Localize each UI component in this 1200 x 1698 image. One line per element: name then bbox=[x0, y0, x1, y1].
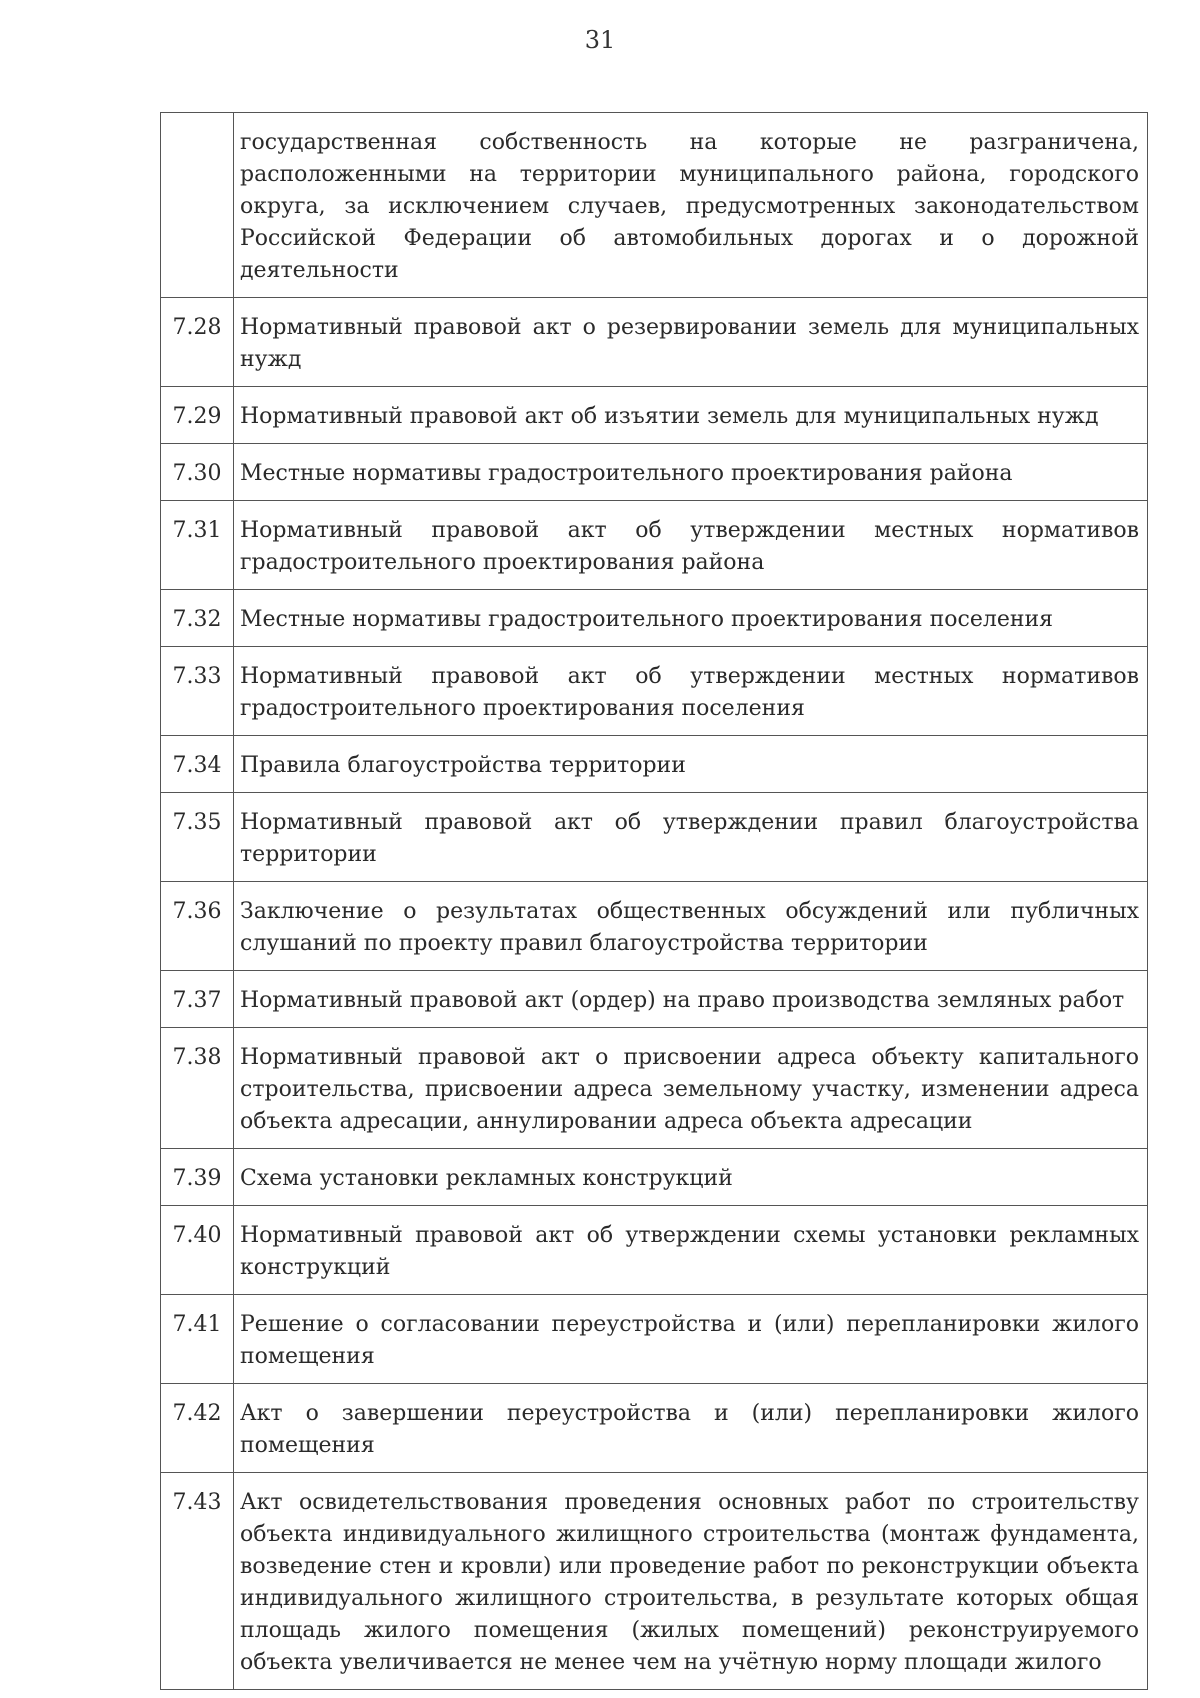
row-text: Нормативный правовой акт об утверждении местных нормативов градостроительного проектирования поселения bbox=[234, 647, 1148, 736]
row-text: Схема установки рекламных конструкций bbox=[234, 1149, 1148, 1206]
row-text: Нормативный правовой акт о присвоении адреса объекту капитального строительства, присвоении адреса земельному участку, изменении адреса объекта адресации, аннулировании адреса объекта адресации bbox=[234, 1028, 1148, 1149]
row-text: Нормативный правовой акт об утверждении схемы установки рекламных конструкций bbox=[234, 1206, 1148, 1295]
row-text: Акт о завершении переустройства и (или) перепланировки жилого помещения bbox=[234, 1384, 1148, 1473]
row-text: Решение о согласовании переустройства и (или) перепланировки жилого помещения bbox=[234, 1295, 1148, 1384]
document-table bbox=[160, 112, 1148, 1690]
table-row bbox=[161, 1149, 1148, 1206]
row-number: 7.35 bbox=[161, 793, 234, 882]
table-row bbox=[161, 882, 1148, 971]
row-number: 7.29 bbox=[161, 387, 234, 444]
table-row bbox=[161, 1028, 1148, 1149]
table-row bbox=[161, 971, 1148, 1028]
table-row bbox=[161, 501, 1148, 590]
row-number: 7.42 bbox=[161, 1384, 234, 1473]
row-number: 7.43 bbox=[161, 1473, 234, 1690]
row-number: 7.28 bbox=[161, 298, 234, 387]
table-row bbox=[161, 1295, 1148, 1384]
row-text: Нормативный правовой акт о резервировании земель для муниципальных нужд bbox=[234, 298, 1148, 387]
table-row bbox=[161, 113, 1148, 298]
row-text: Заключение о результатах общественных обсуждений или публичных слушаний по проекту правил благоустройства территории bbox=[234, 882, 1148, 971]
page-number: 31 bbox=[584, 26, 616, 54]
row-text: Нормативный правовой акт об утверждении правил благоустройства территории bbox=[234, 793, 1148, 882]
row-number: 7.40 bbox=[161, 1206, 234, 1295]
row-number: 7.30 bbox=[161, 444, 234, 501]
row-number: 7.41 bbox=[161, 1295, 234, 1384]
row-text: Местные нормативы градостроительного проектирования района bbox=[234, 444, 1148, 501]
row-number: 7.33 bbox=[161, 647, 234, 736]
row-text: Нормативный правовой акт об утверждении местных нормативов градостроительного проектирования района bbox=[234, 501, 1148, 590]
row-number bbox=[161, 113, 234, 298]
row-number: 7.31 bbox=[161, 501, 234, 590]
table-row bbox=[161, 298, 1148, 387]
row-number: 7.36 bbox=[161, 882, 234, 971]
table-row bbox=[161, 444, 1148, 501]
row-number: 7.38 bbox=[161, 1028, 234, 1149]
row-number: 7.32 bbox=[161, 590, 234, 647]
table-row bbox=[161, 1206, 1148, 1295]
row-number: 7.37 bbox=[161, 971, 234, 1028]
row-text: Акт освидетельствования проведения основных работ по строительству объекта индивидуального жилищного строительства (монтаж фундамента, возведение стен и кровли) или проведение работ по реконструкции объекта индивидуального жилищного строительства, в результате которых общая площадь жилого помещения (жилых помещений) реконструируемого объекта увеличивается не менее чем на учётную норму площади жилого bbox=[234, 1473, 1148, 1690]
table-row bbox=[161, 1473, 1148, 1690]
table-row bbox=[161, 1384, 1148, 1473]
row-text: Нормативный правовой акт (ордер) на право производства земляных работ bbox=[234, 971, 1148, 1028]
row-text: Правила благоустройства территории bbox=[234, 736, 1148, 793]
table-row bbox=[161, 736, 1148, 793]
table-row bbox=[161, 793, 1148, 882]
row-number: 7.34 bbox=[161, 736, 234, 793]
row-text: Местные нормативы градостроительного проектирования поселения bbox=[234, 590, 1148, 647]
row-text: государственная собственность на которые не разграничена, расположенными на территории муниципального района, городского округа, за исключением случаев, предусмотренных законодательством Российской Федерации об автомобильных дорогах и о дорожной деятельности bbox=[234, 113, 1148, 298]
row-text: Нормативный правовой акт об изъятии земель для муниципальных нужд bbox=[234, 387, 1148, 444]
table-row bbox=[161, 387, 1148, 444]
table-row bbox=[161, 647, 1148, 736]
table-row bbox=[161, 590, 1148, 647]
row-number: 7.39 bbox=[161, 1149, 234, 1206]
